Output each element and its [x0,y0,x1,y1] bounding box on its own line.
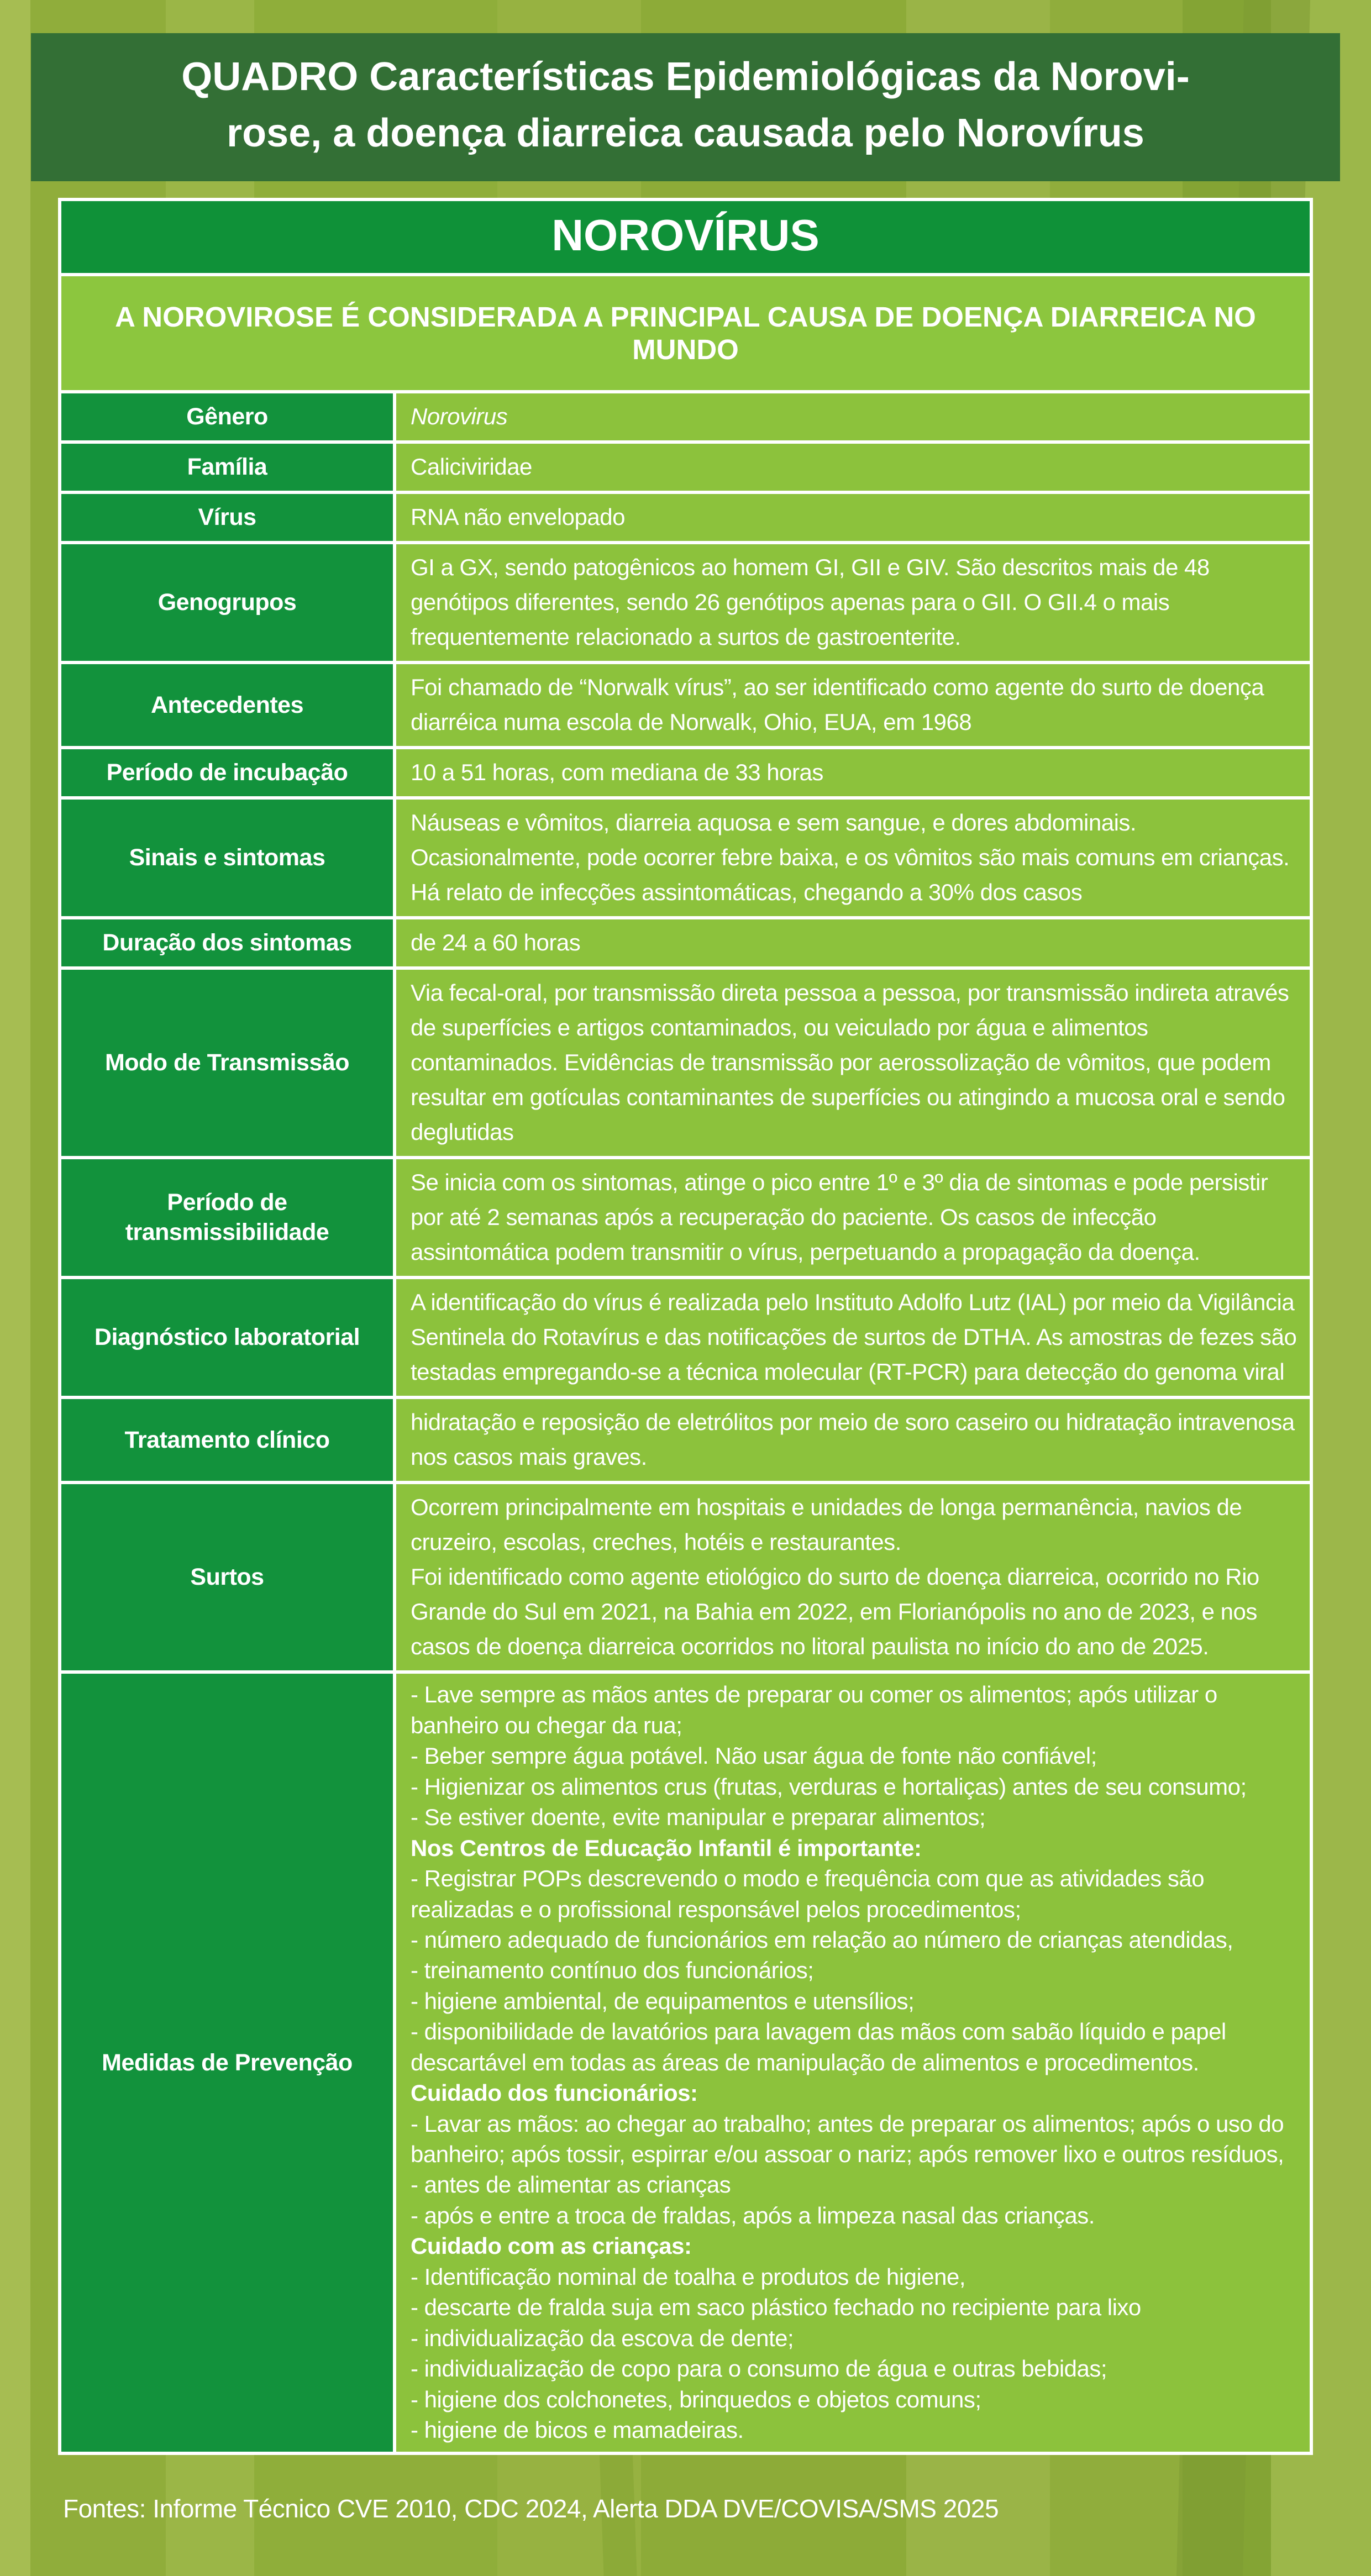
row-value-paragraph: RNA não envelopado [411,504,625,530]
row-value [396,1159,1310,1276]
row-value-paragraph: - individualização da escova de dente; [411,2325,794,2351]
table-row [61,664,1310,746]
table-row [61,494,1310,541]
row-value-paragraph: Náuseas e vômitos, diarreia aquosa e sem sangue, e dores abdominais. Ocasionalmente, pode ocorrer febre baixa, e os vômitos são mais comuns em crianças. Há relato de infecções assintomáticas, chegando a 30% dos casos [411,809,1290,906]
row-value-paragraph: - Beber sempre água potável. Não usar água de fonte não confiável; [411,1743,1097,1769]
row-value-paragraph: - Higienizar os alimentos crus (frutas, verduras e hortaliças) antes de seu consumo; [411,1773,1247,1800]
table-rows [61,393,1310,2452]
row-value-paragraph: - após e entre a troca de fraldas, após a limpeza nasal das crianças. [411,2202,1095,2228]
table-row [61,1674,1310,2452]
row-value-paragraph: hidratação e reposição de eletrólitos por meio de soro caseiro ou hidratação intravenosa nos casos mais graves. [411,1409,1295,1470]
row-value-paragraph: Caliciviridae [411,454,532,480]
row-value [396,970,1310,1156]
row-value-paragraph: - treinamento contínuo dos funcionários; [411,1957,814,1984]
row-value-paragraph: Cuidado com as crianças: [411,2233,692,2259]
row-value-paragraph: - disponibilidade de lavatórios para lavagem das mãos com sabão líquido e papel descartável em todas as áreas de manipulação de alimentos e procedimentos. [411,2018,1226,2075]
row-value-paragraph: GI a GX, sendo patogênicos ao homem GI, GII e GIV. São descritos mais de 48 genótipos diferentes, sendo 26 genótipos apenas para o GII. O GII.4 o mais frequentemente relacionado a surtos de gastroenterite. [411,554,1210,650]
row-label: Vírus [61,494,393,541]
page-title-line-1: QUADRO Características Epidemiológicas da Norovi- [181,55,1190,99]
table-row [61,1279,1310,1396]
table-row [61,393,1310,440]
table-row [61,1399,1310,1481]
row-value-paragraph: - Se estiver doente, evite manipular e preparar alimentos; [411,1804,986,1831]
table-row [61,800,1310,916]
row-value [396,749,1310,796]
row-value [396,1399,1310,1481]
row-value [396,544,1310,661]
row-value-paragraph: de 24 a 60 horas [411,929,581,956]
row-value-paragraph: Ocorrem principalmente em hospitais e unidades de longa permanência, navios de cruzeiro, escolas, creches, hotéis e restaurantes. [411,1494,1242,1555]
row-value-paragraph: 10 a 51 horas, com mediana de 33 horas [411,759,823,786]
table-subtitle: A NOROVIROSE É CONSIDERADA A PRINCIPAL CAUSA DE DOENÇA DIARREICA NO MUNDO [61,276,1310,390]
row-value [396,393,1310,440]
row-value-paragraph: A identificação do vírus é realizada pelo Instituto Adolfo Lutz (IAL) por meio da Vigilância Sentinela do Rotavírus e das notificações de surtos de DTHA. As amostras de fezes são testadas empregando-se a técnica molecular (RT-PCR) para detecção do genoma viral [411,1289,1297,1385]
row-value-paragraph: Norovirus [411,403,508,430]
row-value-paragraph: - descarte de fralda suja em saco plástico fechado no recipiente para lixo [411,2294,1141,2321]
table-row [61,970,1310,1156]
page-title-line-2: rose, a doença diarreica causada pelo Norovírus [227,111,1144,156]
row-label: Modo de Transmissão [61,970,393,1156]
row-value-paragraph: Cuidado dos funcionários: [411,2080,698,2106]
row-label: Surtos [61,1484,393,1670]
row-label: Genogrupos [61,544,393,661]
row-value-paragraph: - higiene de bicos e mamadeiras. [411,2416,744,2443]
row-label: Período de incubação [61,749,393,796]
row-value [396,800,1310,916]
row-value-paragraph: Via fecal-oral, por transmissão direta pessoa a pessoa, por transmissão indireta através de superfícies e artigos contaminados, ou veiculado por água e alimentos contaminados. Evidências de transmissão por aerossolização de vômitos, que podem resultar em gotículas contaminantes de superfícies ou atingindo a mucosa oral e sendo deglutidas [411,980,1289,1145]
row-value-paragraph: Foi chamado de “Norwalk vírus”, ao ser identificado como agente do surto de doença diarréica numa escola de Norwalk, Ohio, EUA, em 1968 [411,674,1264,735]
row-label: Duração dos sintomas [61,919,393,966]
row-label: Diagnóstico laboratorial [61,1279,393,1396]
table-row [61,1159,1310,1276]
row-value-paragraph: - Registrar POPs descrevendo o modo e frequência com que as atividades são realizadas e o profissional responsável pelos procedimentos; [411,1865,1205,1922]
row-label: Sinais e sintomas [61,800,393,916]
table-row [61,444,1310,491]
table-row [61,544,1310,661]
row-value-paragraph: - Lave sempre as mãos antes de preparar ou comer os alimentos; após utilizar o banheiro ou chegar da rua; [411,1681,1217,1738]
page-title [31,33,1340,181]
row-value-paragraph: - Identificação nominal de toalha e produtos de higiene, [411,2263,966,2290]
table-row [61,919,1310,966]
row-label: Medidas de Prevenção [61,1674,393,2452]
row-value-paragraph: - antes de alimentar as crianças [411,2172,731,2198]
row-label: Gênero [61,393,393,440]
row-label: Período de transmissibilidade [61,1159,393,1276]
table-row [61,749,1310,796]
table-row [61,1484,1310,1670]
row-value-paragraph: - higiene dos colchonetes, brinquedos e objetos comuns; [411,2386,981,2412]
row-value-paragraph: - Lavar as mãos: ao chegar ao trabalho; antes de preparar os alimentos; após o uso do banheiro; após tossir, espirrar e/ou assoar o nariz; após remover lixo e outros resíduos, [411,2110,1284,2168]
row-value [396,1674,1310,2452]
row-value-paragraph: Nos Centros de Educação Infantil é importante: [411,1834,922,1861]
row-label: Antecedentes [61,664,393,746]
row-value [396,1484,1310,1670]
row-value [396,444,1310,491]
row-value-paragraph: Se inicia com os sintomas, atinge o pico entre 1º e 3º dia de sintomas e pode persistir por até 2 semanas após a recuperação do paciente. Os casos de infecção assintomática podem transmitir o vírus, perpetuando a propagação da doença. [411,1169,1268,1265]
row-value-paragraph: - individualização de copo para o consumo de água e outras bebidas; [411,2356,1107,2382]
row-label: Família [61,444,393,491]
sources-note: Fontes: Informe Técnico CVE 2010, CDC 2024, Alerta DDA DVE/COVISA/SMS 2025 [63,2494,999,2524]
row-value-paragraph: - número adequado de funcionários em relação ao número de crianças atendidas, [411,1926,1233,1953]
norovirus-table [58,198,1313,2455]
row-value [396,494,1310,541]
table-header: NOROVÍRUS [61,201,1310,273]
row-value [396,1279,1310,1396]
row-value-paragraph: Foi identificado como agente etiológico do surto de doença diarreica, ocorrido no Rio Grande do Sul em 2021, na Bahia em 2022, em Florianópolis no ano de 2023, e nos casos de doença diarreica ocorridos no litoral paulista no início do ano de 2025. [411,1564,1259,1660]
row-value [396,919,1310,966]
row-value [396,664,1310,746]
row-value-paragraph: - higiene ambiental, de equipamentos e utensílios; [411,1988,915,2014]
row-label: Tratamento clínico [61,1399,393,1481]
